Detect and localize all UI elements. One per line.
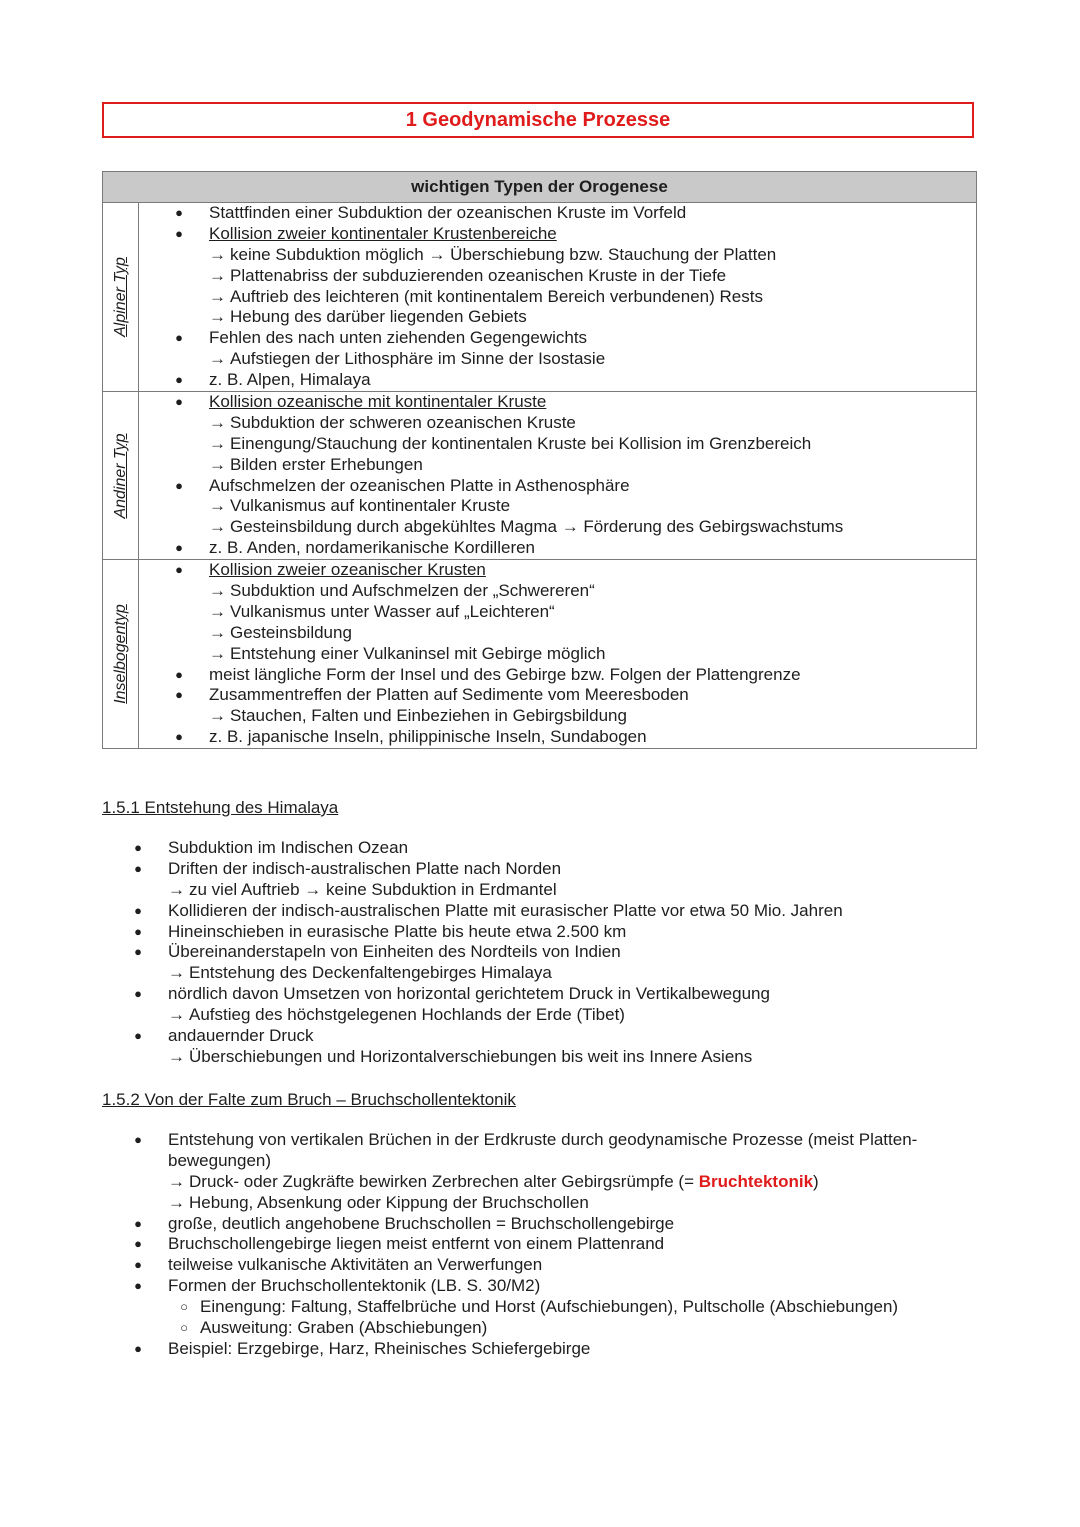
list-item	[139, 685, 976, 706]
bullet-icon: ●	[175, 330, 183, 346]
arrow-icon: →	[168, 963, 185, 983]
row-content	[139, 560, 977, 749]
arrow-icon: →	[209, 622, 226, 642]
list-subitem	[139, 287, 976, 308]
item-text: nördlich davon Umsetzen von horizontal gerichtetem Druck in Vertikalbewegung	[168, 984, 770, 1004]
circle-bullet-icon: ○	[180, 1299, 188, 1315]
arrow-icon: →	[209, 307, 226, 327]
bullet-icon: ●	[175, 225, 183, 241]
item-text: Plattenabriss der subduzierenden ozeanischen Kruste in der Tiefe	[230, 265, 727, 285]
list-subitem	[102, 1047, 982, 1068]
list-subitem	[139, 434, 976, 455]
bullet-icon: ●	[134, 1278, 142, 1294]
row-content	[139, 392, 977, 560]
list-item	[139, 665, 976, 686]
row-content	[139, 203, 977, 392]
list-item	[139, 392, 976, 413]
page-title: 1 Geodynamische Prozesse	[102, 102, 974, 138]
section-himalaya	[102, 797, 982, 1068]
arrow-icon: →	[168, 879, 185, 899]
row-label-cell	[103, 203, 139, 392]
bullet-icon: ●	[175, 562, 183, 578]
item-text: keine Subduktion möglich → Überschiebung bzw. Stauchung der Platten	[230, 244, 777, 264]
table-row-alpiner-typ	[103, 203, 977, 392]
bullet-icon: ●	[175, 540, 183, 556]
bullet-icon: ●	[175, 372, 183, 388]
item-text: Kollision ozeanische mit kontinentaler Kruste	[209, 392, 547, 412]
list-subitem	[102, 1005, 982, 1026]
row-label: Inselbogentyp	[111, 604, 129, 704]
item-text: Kollidieren der indisch-australischen Platte mit eurasischer Platte vor etwa 50 Mio. Jahren	[168, 900, 843, 920]
bullet-icon: ●	[175, 687, 183, 703]
table-row-andiner-typ	[103, 392, 977, 560]
item-text: Subduktion der schweren ozeanischen Kruste	[230, 412, 576, 432]
item-text: Subduktion im Indischen Ozean	[168, 838, 409, 857]
bullet-icon: ●	[175, 666, 183, 682]
list-item	[102, 838, 982, 859]
arrow-icon: →	[209, 601, 226, 621]
item-text: Einengung/Stauchung der kontinentalen Kruste bei Kollision im Grenzbereich	[230, 433, 812, 453]
item-text: Stauchen, Falten und Einbeziehen in Gebirgsbildung	[230, 706, 627, 726]
arrow-icon: →	[209, 433, 226, 453]
item-text: Hebung des darüber liegenden Gebiets	[230, 307, 527, 327]
list-item	[139, 538, 976, 559]
arrow-icon: →	[209, 265, 226, 285]
list-item: ● große, deutlich angehobene Bruchschollen = Bruchschollengebirge	[134, 1213, 675, 1233]
item-text: Kollision zweier ozeanischer Krusten	[209, 560, 486, 580]
bullet-icon: ●	[134, 1236, 142, 1252]
list-item	[102, 859, 982, 880]
list-subitem	[139, 266, 976, 287]
bullet-icon: ●	[175, 477, 183, 493]
item-text: z. B. Alpen, Himalaya	[209, 370, 371, 390]
arrow-icon: →	[168, 1171, 185, 1191]
arrow-icon: →	[209, 349, 226, 369]
section-heading: 1.5.2 Von der Falte zum Bruch – Bruchschollentektonik	[102, 1090, 516, 1109]
item-text: Stattfinden einer Subduktion der ozeanischen Kruste im Vorfeld	[209, 203, 687, 222]
bullet-icon: ●	[134, 1257, 142, 1273]
item-text: Auftrieb des leichteren (mit kontinentalem Bereich verbundenen) Rests	[230, 286, 763, 306]
list-subitem-circle: ○ Einengung: Faltung, Staffelbrüche und Horst (Aufschiebungen), Pultscholle (Abschiebungen)	[102, 1297, 982, 1318]
bullet-icon: ●	[175, 205, 183, 220]
item-text: Aufstiegen der Lithosphäre im Sinne der Isostasie	[230, 349, 606, 369]
list-subitem	[139, 455, 976, 476]
bullet-icon: ●	[134, 1340, 142, 1356]
list-item	[139, 476, 976, 497]
item-text: Fehlen des nach unten ziehenden Gegengewichts	[209, 328, 588, 348]
item-text: Kollision zweier kontinentaler Krustenbereiche	[209, 223, 557, 243]
arrow-icon: →	[209, 244, 226, 264]
arrow-icon: →	[209, 581, 226, 601]
item-text: Vulkanismus auf kontinentaler Kruste	[230, 496, 511, 516]
arrow-icon: →	[168, 1046, 185, 1066]
bullet-icon: ●	[134, 944, 142, 960]
list-subitem	[102, 880, 982, 901]
list-item-continued: bewegungen)	[168, 1150, 272, 1170]
bullet-icon: ●	[134, 902, 142, 918]
table-header: wichtigen Typen der Orogenese	[103, 172, 977, 203]
list-item	[139, 203, 976, 224]
item-text: meist längliche Form der Insel und des Gebirge bzw. Folgen der Plattengrenze	[209, 664, 801, 684]
list-item	[102, 1026, 982, 1047]
list-subitem	[139, 706, 976, 727]
section-heading: 1.5.1 Entstehung des Himalaya	[102, 798, 339, 817]
bullet-icon: ●	[175, 729, 183, 745]
section-bruchschollentektonik	[102, 1089, 982, 1360]
list-subitem	[139, 349, 976, 370]
list-subitem	[139, 307, 976, 328]
list-subitem	[139, 623, 976, 644]
himalaya-list	[102, 838, 982, 1068]
row-label: Andiner Typ	[111, 433, 129, 519]
list-item	[102, 901, 982, 922]
item-text: Überschiebungen und Horizontalverschiebungen bis weit ins Innere Asiens	[189, 1046, 753, 1066]
item-text: z. B. japanische Inseln, philippinische Inseln, Sundabogen	[209, 727, 647, 747]
list-subitem: → Druck- oder Zugkräfte bewirken Zerbrechen alter Gebirgsrümpfe (= Bruchtektonik)	[168, 1171, 819, 1191]
list-item	[139, 328, 976, 349]
item-text: Driften der indisch-australischen Platte nach Norden	[168, 858, 562, 878]
row-label-cell	[103, 560, 139, 749]
item-text: Aufstieg des höchstgelegenen Hochlands der Erde (Tibet)	[189, 1005, 625, 1025]
item-text: Aufschmelzen der ozeanischen Platte in Asthenosphäre	[209, 475, 630, 495]
row-label-cell	[103, 392, 139, 560]
bullet-icon: ●	[134, 986, 142, 1002]
list-item: ● Beispiel: Erzgebirge, Harz, Rheinisches Schiefergebirge	[134, 1338, 591, 1358]
item-text: Zusammentreffen der Platten auf Sedimente vom Meeresboden	[209, 685, 689, 705]
table-row-inselbogentyp	[103, 560, 977, 749]
list-subitem-circle: ○ Ausweitung: Graben (Abschiebungen)	[102, 1318, 982, 1339]
list-item	[139, 370, 976, 391]
list-item	[139, 224, 976, 245]
bullet-icon: ●	[134, 1028, 142, 1044]
list-item	[139, 727, 976, 748]
circle-bullet-icon: ○	[180, 1320, 188, 1336]
arrow-icon: →	[209, 412, 226, 432]
list-subitem	[139, 644, 976, 665]
item-text: Gesteinsbildung durch abgekühltes Magma → Förderung des Gebirgswachstums	[230, 517, 844, 537]
item-text: Vulkanismus unter Wasser auf „Leichteren“	[230, 601, 555, 621]
list-subitem: → Hebung, Absenkung oder Kippung der Bruchschollen	[168, 1192, 589, 1212]
arrow-icon: →	[209, 496, 226, 516]
arrow-icon: →	[209, 706, 226, 726]
item-text: Gesteinsbildung	[230, 622, 352, 642]
list-subitem	[139, 602, 976, 623]
bullet-icon: ●	[134, 840, 142, 855]
item-text: Hineinschieben in eurasische Platte bis heute etwa 2.500 km	[168, 921, 627, 941]
arrow-icon: →	[209, 286, 226, 306]
list-subitem	[139, 245, 976, 266]
list-subitem	[102, 963, 982, 984]
bullet-icon: ●	[175, 394, 183, 410]
item-text: z. B. Anden, nordamerikanische Kordilleren	[209, 538, 536, 558]
arrow-icon: →	[168, 1005, 185, 1025]
arrow-icon: →	[209, 643, 226, 663]
list-subitem	[139, 581, 976, 602]
bullet-icon: ●	[134, 860, 142, 876]
bullet-icon: ●	[134, 923, 142, 939]
list-subitem	[139, 517, 976, 538]
item-text: Bilden erster Erhebungen	[230, 454, 423, 474]
item-text: Entstehung des Deckenfaltengebirges Himalaya	[189, 963, 552, 983]
list-item	[102, 922, 982, 943]
highlight-term: Bruchtektonik	[698, 1171, 814, 1191]
list-item	[139, 560, 976, 581]
list-item: ● teilweise vulkanische Aktivitäten an Verwerfungen	[134, 1255, 543, 1275]
list-subitem	[139, 496, 976, 517]
arrow-icon: →	[168, 1192, 185, 1212]
list-item: ● Bruchschollengebirge liegen meist entfernt von einem Plattenrand	[134, 1234, 665, 1254]
item-text: zu viel Auftrieb → keine Subduktion in Erdmantel	[189, 879, 557, 899]
bullet-icon: ●	[134, 1215, 142, 1231]
bullet-icon: ●	[134, 1132, 142, 1147]
arrow-icon: →	[209, 517, 226, 537]
arrow-icon: →	[209, 454, 226, 474]
orogenese-table	[102, 171, 977, 749]
list-item	[102, 984, 982, 1005]
item-text: Subduktion und Aufschmelzen der „Schwereren“	[230, 581, 595, 601]
list-item: ● Entstehung von vertikalen Brüchen in der Erdkruste durch geodynamische Prozesse (meist Platten-	[134, 1130, 918, 1149]
item-text: Übereinanderstapeln von Einheiten des Nordteils von Indien	[168, 942, 621, 962]
list-item	[102, 942, 982, 963]
list-subitem	[139, 413, 976, 434]
item-text: andauernder Druck	[168, 1026, 314, 1046]
list-item: ● Formen der Bruchschollentektonik (LB. S. 30/M2)	[134, 1276, 541, 1296]
row-label: Alpiner Typ	[111, 257, 129, 337]
item-text: Entstehung einer Vulkaninsel mit Gebirge möglich	[230, 643, 606, 663]
